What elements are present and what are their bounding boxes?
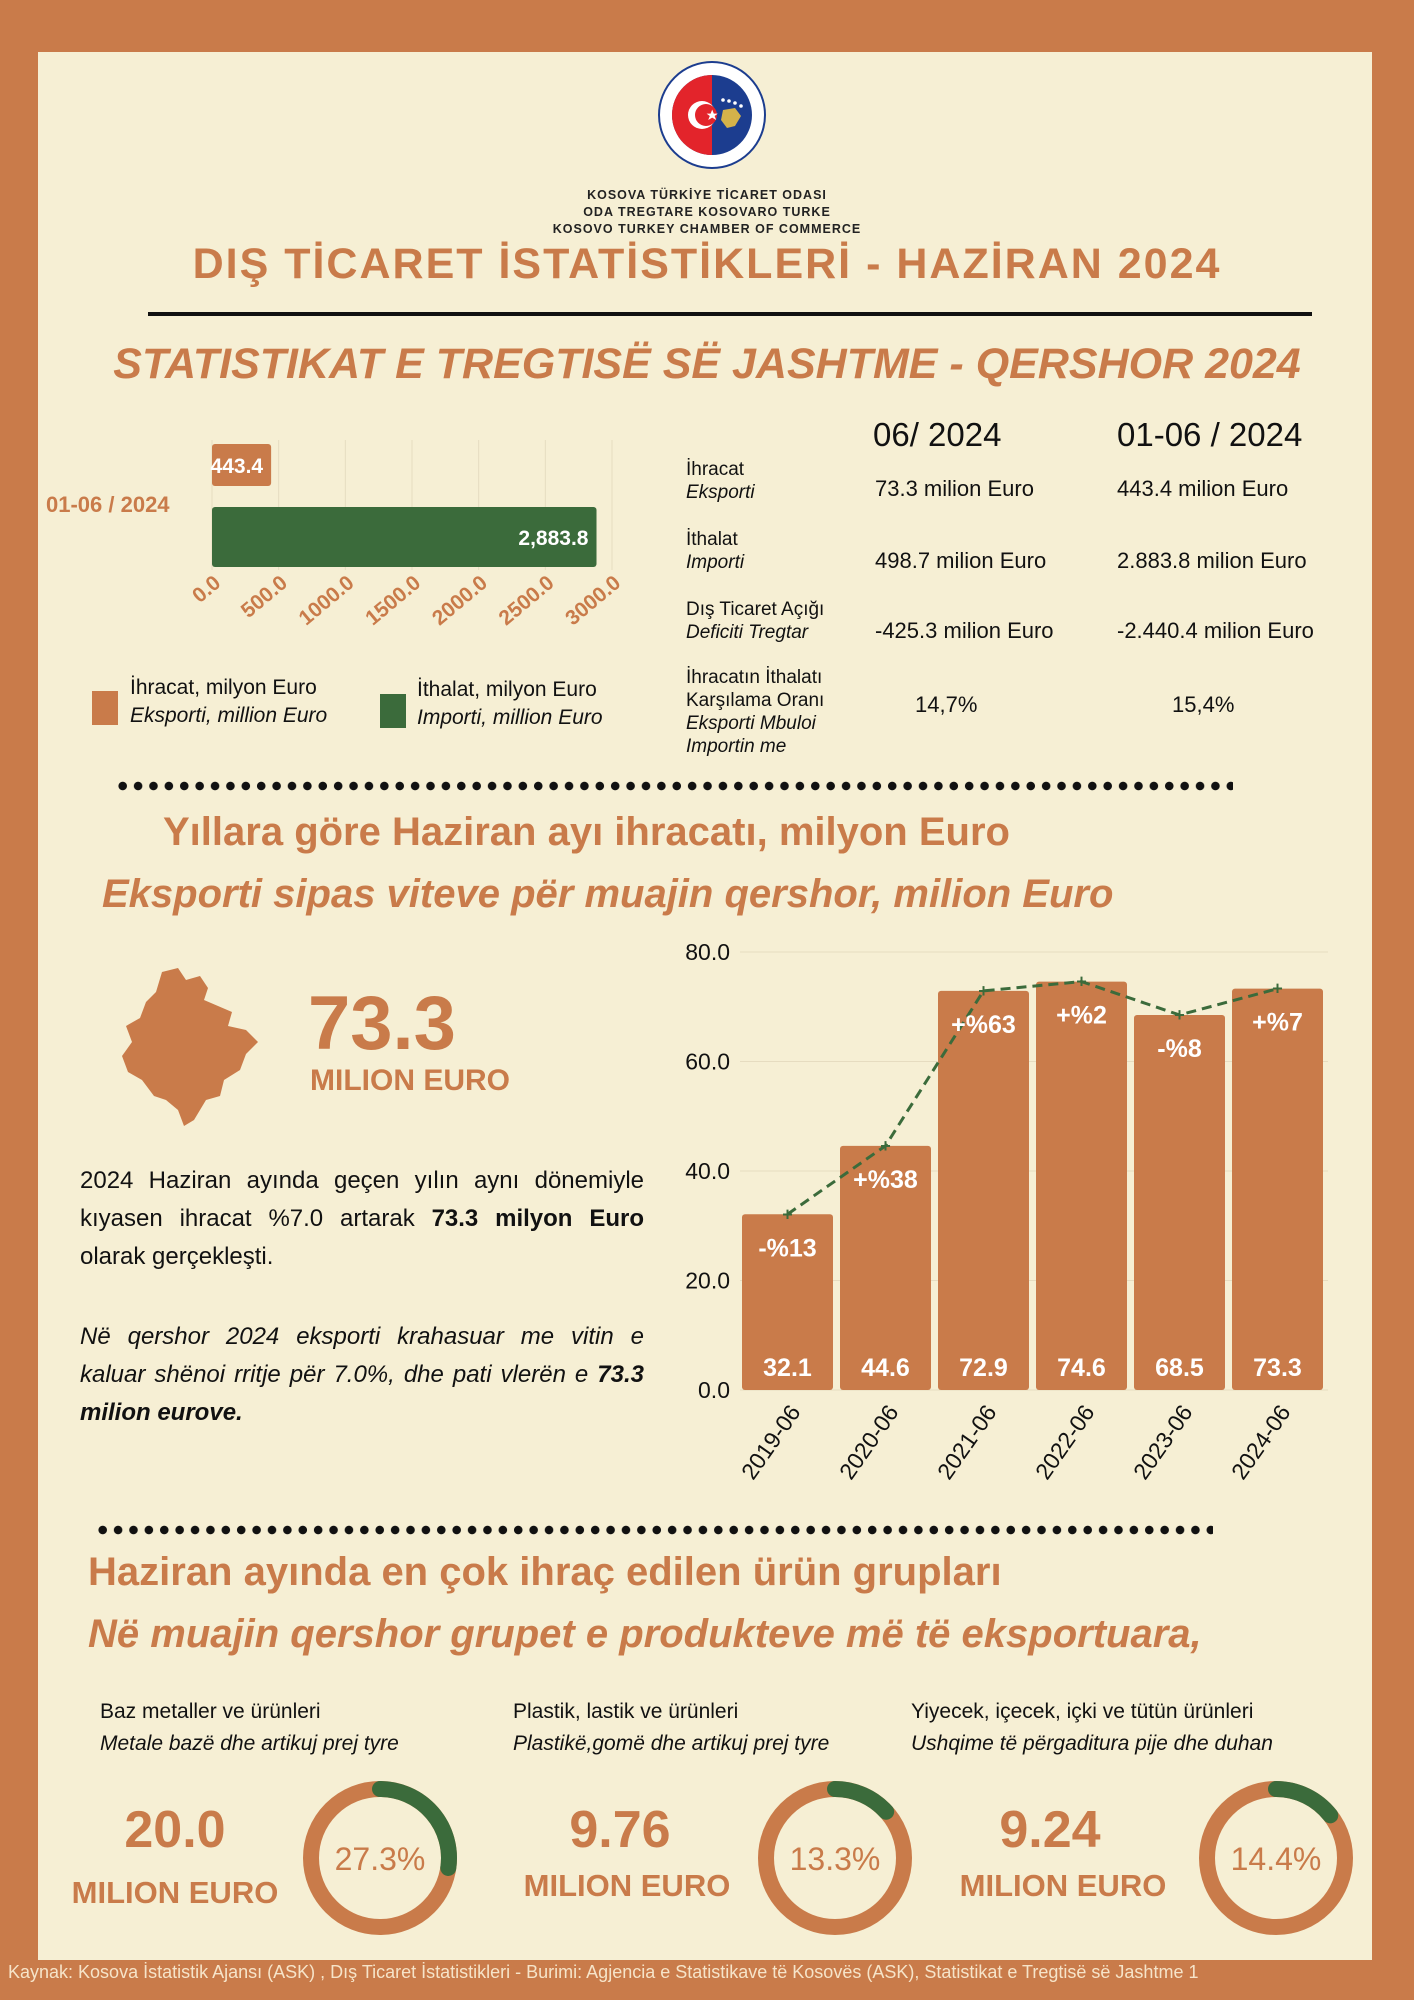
table-cell: 15,4% (1172, 692, 1235, 717)
chamber-logo (657, 60, 767, 170)
product-share-donuts (0, 1770, 1414, 1960)
para-text: olarak gerçekleşti. (80, 1243, 274, 1270)
row-label-tr: Karşılama Oranı (686, 690, 825, 711)
vbar-value-label: 44.6 (861, 1354, 910, 1382)
vbar-trend-marker: + (880, 1135, 891, 1156)
vbar-trend-marker: + (1174, 1004, 1185, 1025)
row-label-tr: Dış Ticaret Açığı (686, 599, 825, 620)
table-cell: 73.3 milion Euro (875, 476, 1034, 501)
vbar-x-tick-label: 2022-06 (1029, 1399, 1100, 1485)
vbar-x-tick-label: 2024-06 (1225, 1399, 1296, 1485)
product-value-2: 9.76 (569, 1801, 671, 1859)
vbar-bar (1036, 982, 1127, 1390)
table-cell: -425.3 milion Euro (875, 618, 1054, 643)
product-unit-1: MILION EURO (71, 1875, 279, 1910)
summary-paragraph-tr (80, 1162, 644, 1276)
product-unit-3: MILION EURO (959, 1868, 1167, 1903)
vbar-value-label: 72.9 (959, 1354, 1008, 1382)
hbar-tick-label: 2000.0 (427, 571, 492, 631)
hbar-value-label: 443.4 (210, 455, 264, 478)
vbar-trend-marker: + (782, 1204, 793, 1225)
table-cell: 2.883.8 milion Euro (1117, 548, 1307, 573)
dotted-divider (115, 781, 1233, 791)
row-label-sq: Importi (686, 552, 745, 573)
legend-imports-tr: İthalat, milyon Euro (417, 678, 597, 701)
product-name-sq: Metale bazë dhe artikuj prej tyre (100, 1732, 399, 1755)
legend-exports-tr: İhracat, milyon Euro (130, 676, 317, 699)
para-bold: 73.3 milyon Euro (431, 1205, 644, 1232)
product-label-2 (513, 1696, 829, 1760)
row-label-sq: Importin me (686, 736, 787, 757)
table-cell: 498.7 milion Euro (875, 548, 1047, 573)
vbar-growth-label: -%8 (1157, 1034, 1202, 1063)
table-row-label-imports (686, 528, 744, 574)
vbar-value-label: 68.5 (1155, 1354, 1204, 1382)
main-title: DIŞ TİCARET İSTATİSTİKLERİ - HAZİRAN 2024 (192, 240, 1222, 288)
product-name-sq: Ushqime të përgaditura pije dhe duhan (911, 1732, 1273, 1755)
product-name-tr: Plastik, lastik ve ürünleri (513, 1700, 739, 1723)
vbar-growth-label: +%63 (951, 1010, 1016, 1039)
table-row-label-exports (686, 458, 755, 504)
vbar-y-tick-label: 60.0 (685, 1048, 730, 1075)
legend-swatch-imports (380, 694, 406, 728)
vbar-y-tick-label: 20.0 (685, 1267, 730, 1294)
org-name-sq: ODA TREGTARE KOSOVARO TURKE (583, 205, 831, 219)
vbar-x-tick-label: 2021-06 (931, 1399, 1002, 1485)
vbar-x-tick-label: 2020-06 (833, 1399, 904, 1485)
vbar-value-label: 73.3 (1253, 1354, 1302, 1382)
legend-exports (130, 674, 327, 730)
vbar-value-label: 74.6 (1057, 1354, 1106, 1382)
vbar-value-label: 32.1 (763, 1354, 812, 1382)
legend-swatch-exports (92, 691, 118, 725)
vbar-bar (938, 991, 1029, 1390)
table-cell: 14,7% (915, 692, 978, 717)
para-bold: 73.3 milion eurove. (80, 1361, 644, 1426)
product-name-sq: Plastikë,gomë dhe artikuj prej tyre (513, 1732, 830, 1755)
vbar-trend-marker: + (1076, 971, 1087, 992)
kosovo-map-icon (120, 968, 270, 1128)
row-label-tr: İhracatın İthalatı (686, 667, 823, 688)
product-value-3: 9.24 (999, 1801, 1101, 1859)
row-label-sq: Eksporti Mbuloi (686, 713, 816, 734)
vbar-trend-marker: + (1272, 978, 1283, 999)
table-header-month: 06/ 2024 (873, 416, 1002, 453)
legend-exports-sq: Eksporti, million Euro (130, 704, 328, 727)
table-header-ytd: 01-06 / 2024 (1117, 416, 1303, 453)
hbar-category-label: 01-06 / 2024 (46, 492, 170, 517)
vbar-growth-label: -%13 (758, 1234, 817, 1263)
section3-title-sq: Në muajin qershor grupet e produkteve më të eksportuara, (88, 1612, 1202, 1656)
summary-paragraph-sq (80, 1318, 644, 1432)
table-cell: 443.4 milion Euro (1117, 476, 1289, 501)
hbar-tick-label: 1000.0 (294, 571, 359, 631)
dotted-divider (95, 1525, 1213, 1535)
product-value-1: 20.0 (124, 1801, 226, 1859)
vbar-bar (1134, 1015, 1225, 1390)
hbar-tick-label: 1500.0 (361, 571, 426, 631)
vbar-x-tick-label: 2019-06 (735, 1399, 806, 1485)
donut-share-arc (835, 1789, 886, 1812)
product-name-tr: Yiyecek, içecek, içki ve tütün ürünleri (911, 1700, 1254, 1723)
para-text: Në qershor 2024 eksporti krahasuar me vitin e kaluar shënoi rritje për 7.0%, dhe pati vlerën e (80, 1323, 644, 1388)
section3-title-tr: Haziran ayında en çok ihraç edilen ürün grupları (88, 1550, 1002, 1594)
vbar-trend-marker: + (978, 980, 989, 1001)
section2-title-tr: Yıllara göre Haziran ayı ihracatı, milyon Euro (163, 810, 1010, 854)
org-name-tr: KOSOVA TÜRKİYE TİCARET ODASI (587, 188, 827, 202)
hbar-tick-label: 2500.0 (494, 571, 559, 631)
legend-imports-sq: Importi, million Euro (417, 706, 603, 729)
hbar-tick-label: 500.0 (236, 571, 292, 623)
product-unit-2: MILION EURO (523, 1868, 731, 1903)
vbar-growth-label: +%7 (1252, 1008, 1303, 1037)
legend-imports (417, 676, 603, 732)
section2-title-sq: Eksporti sipas viteve për muajin qershor, milion Euro (102, 872, 1114, 916)
donut-share-arc (1276, 1789, 1330, 1815)
hbar-tick-label: 0.0 (188, 571, 226, 608)
title-divider (148, 312, 1312, 316)
row-label-sq: Deficiti Tregtar (686, 622, 809, 643)
product-label-1 (100, 1696, 399, 1760)
product-name-tr: Baz metaller ve ürünleri (100, 1700, 321, 1723)
row-label-tr: İthalat (686, 529, 738, 550)
donut-pct-label: 14.4% (1230, 1841, 1322, 1877)
hbar-value-label: 2,883.8 (518, 527, 589, 550)
june-exports-bar-chart (660, 930, 1340, 1490)
donut-pct-label: 27.3% (334, 1841, 426, 1877)
vbar-y-tick-label: 0.0 (698, 1377, 730, 1403)
vbar-y-tick-label: 80.0 (685, 939, 730, 965)
trade-hbar-chart (150, 430, 670, 670)
june-export-unit: MILION EURO (310, 1064, 510, 1097)
vbar-bar (1232, 989, 1323, 1390)
row-label-sq: Eksporti (686, 482, 755, 503)
vbar-x-tick-label: 2023-06 (1127, 1399, 1198, 1485)
vbar-growth-label: +%2 (1056, 1001, 1107, 1030)
para-text: 2024 Haziran ayında geçen yılın aynı dönemiyle kıyasen ihracat %7.0 artarak (80, 1167, 644, 1232)
vbar-y-tick-label: 40.0 (685, 1158, 730, 1184)
org-name-en: KOSOVO TURKEY CHAMBER OF COMMERCE (552, 222, 862, 236)
table-cell: -2.440.4 milion Euro (1117, 618, 1314, 643)
donut-pct-label: 13.3% (789, 1841, 881, 1877)
table-row-label-deficit (686, 598, 824, 644)
row-label-tr: İhracat (686, 459, 745, 480)
product-label-3 (911, 1696, 1273, 1760)
table-row-label-coverage (686, 666, 824, 758)
hbar-tick-label: 3000.0 (561, 571, 626, 631)
sub-title: STATISTIKAT E TREGTISË SË JASHTME - QERSHOR 2024 (113, 340, 1301, 388)
vbar-growth-label: +%38 (853, 1165, 918, 1194)
source-footer: Kaynak: Kosova İstatistik Ajansı (ASK) , Dış Ticaret İstatistikleri - Burimi: Agjencia e Statistikave të Kosovës (ASK), Statistikat e Tregtisë së Jashtme 1 (8, 1962, 1199, 1982)
june-export-value: 73.3 (308, 981, 456, 1066)
